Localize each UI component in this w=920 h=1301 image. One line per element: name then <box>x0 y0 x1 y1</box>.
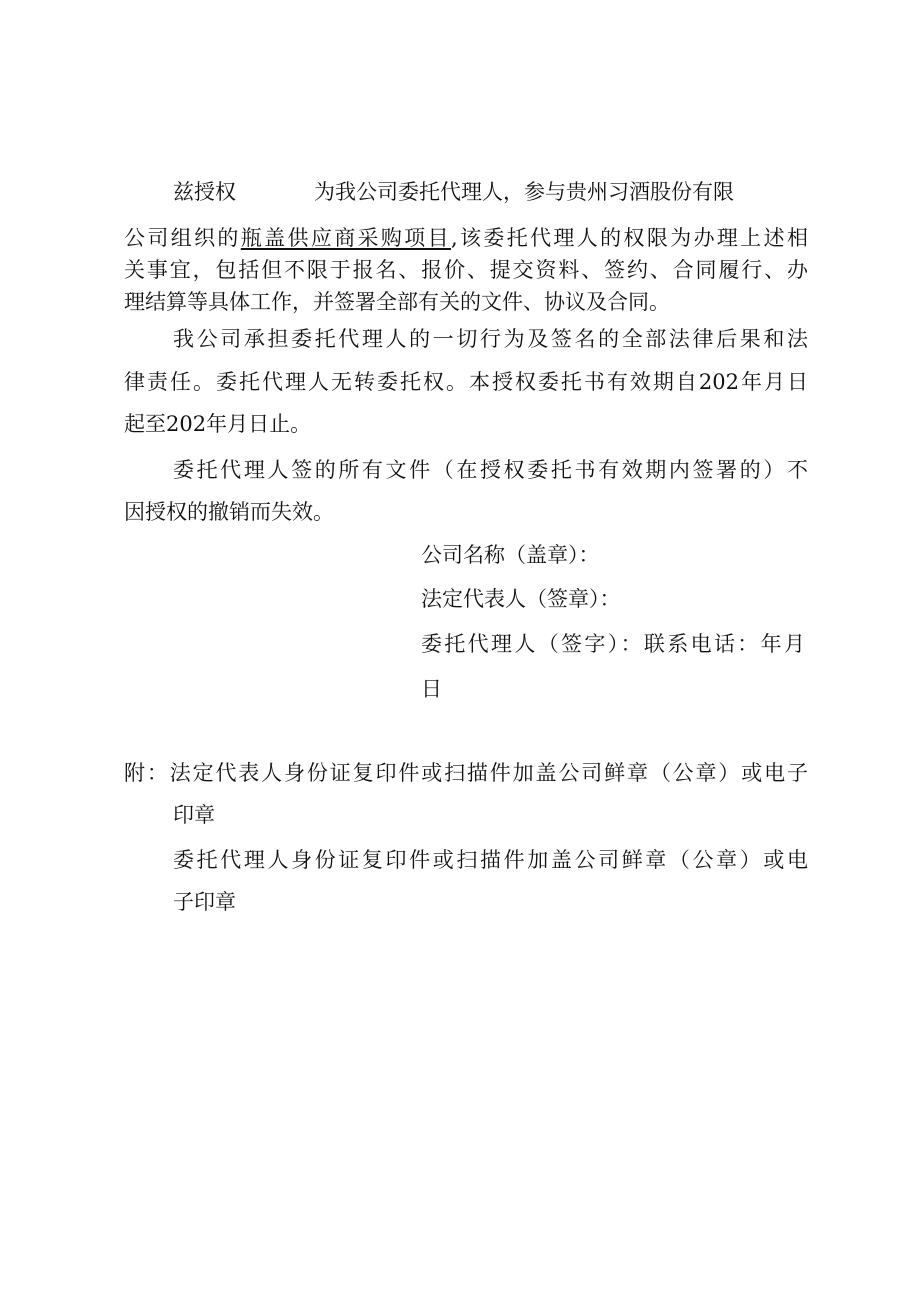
para1-line1 <box>173 178 778 206</box>
project-name: 瓶盖供应商采购项目 <box>240 226 451 250</box>
para1-line2 <box>124 224 808 252</box>
para1-line1-suffix: 为我公司委托代理人，参与贵州习酒股份有限 <box>314 180 734 204</box>
legal-rep-signature: 法定代表人（签章）： <box>421 587 621 611</box>
para1-line4: 理结算等具体工作，并签署全部有关的文件、协议及合同。 <box>124 290 670 314</box>
para2-line1: 我公司承担委托代理人的一切行为及签名的全部法律后果和法 <box>173 327 808 351</box>
para1-line1-prefix: 兹授权 <box>173 180 236 204</box>
agent-signature-line1: 委托代理人（签字）：联系电话：年月 <box>421 632 805 656</box>
para1-line2-suffix: ,该委托代理人的权限为办理上述相 <box>450 226 808 250</box>
para1-line2-prefix: 公司组织的 <box>124 226 241 250</box>
para2-line3: 起至202年月日止。 <box>124 412 312 436</box>
attachment-line2: 印章 <box>173 803 215 827</box>
para3-line1: 委托代理人签的所有文件（在授权委托书有效期内签署的）不 <box>173 458 808 482</box>
attachment-line1: 附：法定代表人身份证复印件或扫描件加盖公司鲜章（公章）或电子 <box>124 761 808 785</box>
company-name-seal: 公司名称（盖章）： <box>421 543 600 567</box>
attachment-line4: 子印章 <box>173 890 236 914</box>
attachment-line3: 委托代理人身份证复印件或扫描件加盖公司鲜章（公章）或电 <box>173 848 808 872</box>
para3-line2: 因授权的撤销而失效。 <box>124 500 334 524</box>
agent-signature-line2: 日 <box>421 677 442 701</box>
para2-line2: 律责任。委托代理人无转委托权。本授权委托书有效期自202年月日 <box>124 370 808 394</box>
para1-line3: 关事宜，包括但不限于报名、报价、提交资料、签约、合同履行、办 <box>124 258 808 282</box>
